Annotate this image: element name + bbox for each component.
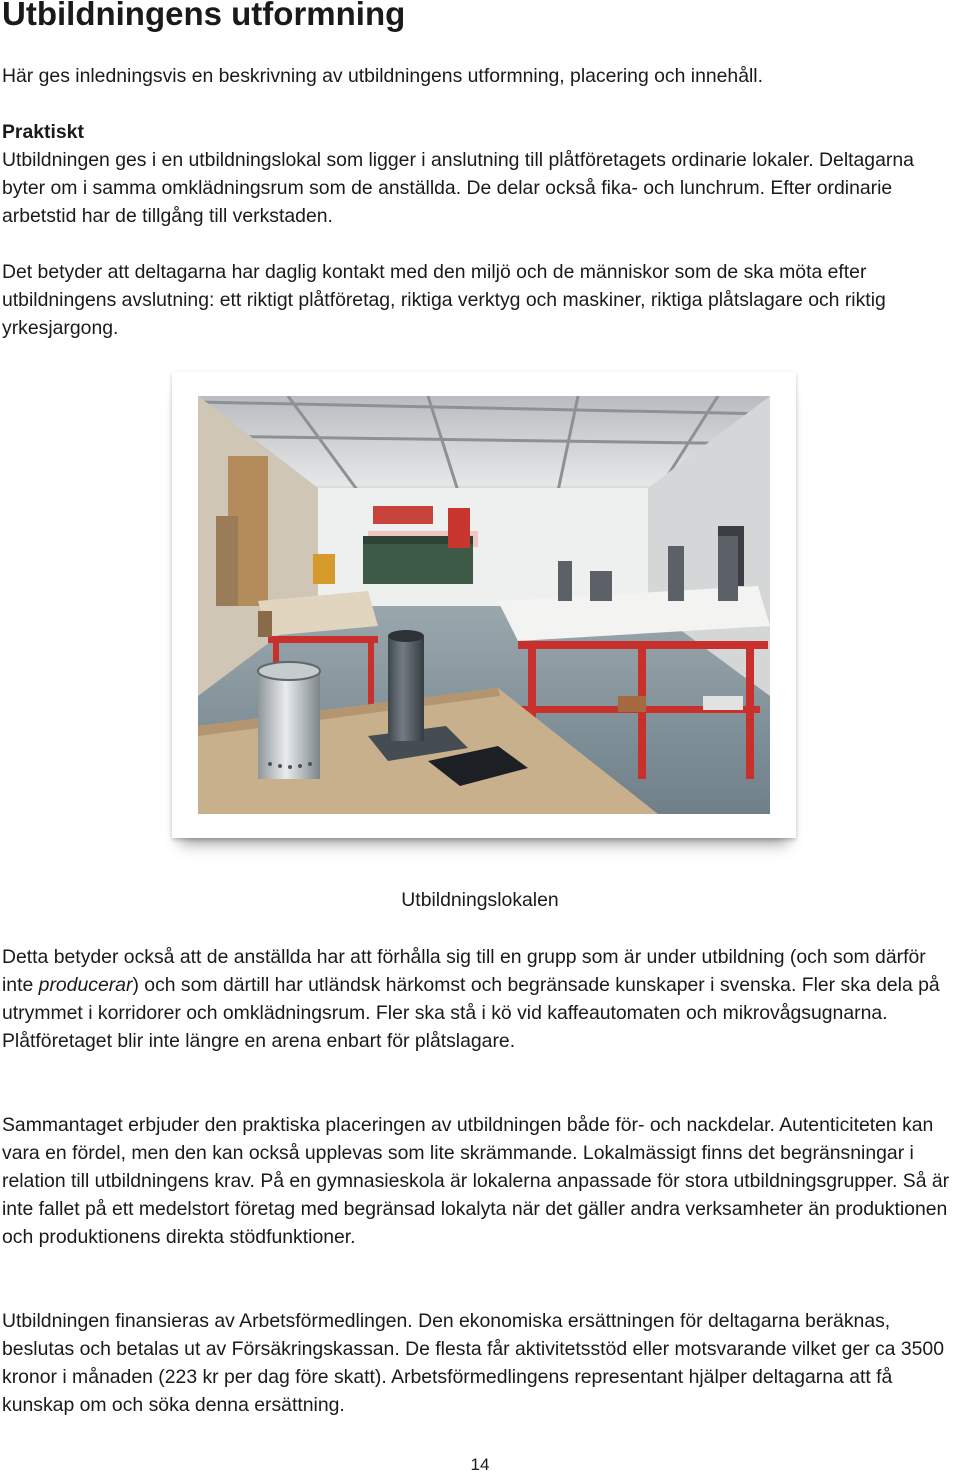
employees-paragraph [2, 943, 958, 1055]
employees-text-before: Detta betyder också att de anställda har att förhålla sig till en grupp som är under utbildning (och som därför inte [2, 946, 926, 996]
summary-paragraph: Sammantaget erbjuder den praktiska placeringen av utbildningen både för- och nackdelar. Autenticiteten kan vara en fördel, men den kan också upplevas som lite skrämmande. Lokalmässigt finns det begränsningar i relation till utbildningens krav. På en gymnasieskola är lokalerna anpassade för stora utbildningsgrupper. Så är inte fallet på ett medelstort företag med begränsad lokalyta när det gäller andra verksamheter än produktionen och produktionens direkta stödfunktioner. [2, 1114, 950, 1248]
funding-paragraph: Utbildningen finansieras av Arbetsförmedlingen. Den ekonomiska ersättningen för deltagarna beräknas, beslutas och betalas ut av Försäkringskassan. De flesta får aktivitetsstöd eller motsvarande vilket ger ca 3500 kronor i månaden (223 kr per dag före skatt). Arbetsförmedlingens representant hjälper deltagarna att få kunskap om och söka denna ersättning. [2, 1310, 944, 1416]
workshop-photo-frame [172, 372, 796, 838]
contact-paragraph: Det betyder att deltagarna har daglig kontakt med den miljö och de människor som de ska möta efter utbildningens avslutning: ett riktigt plåtföretag, riktiga verktyg och maskiner, riktiga plåtslagare och riktig yrkesjargong. [2, 261, 886, 339]
practical-section [2, 118, 958, 230]
photo-caption: Utbildningslokalen [401, 889, 559, 911]
intro-paragraph: Här ges inledningsvis en beskrivning av utbildningens utformning, placering och innehåll. [2, 65, 763, 87]
practical-heading: Praktiskt [2, 121, 84, 143]
workshop-photo-icon [198, 396, 770, 814]
practical-text: Utbildningen ges i en utbildningslokal som ligger i anslutning till plåtföretagets ordinarie lokaler. Deltagarna byter om i samma omklädningsrum som de anställda. De delar också fika- och lunchrum. Efter ordinarie arbetstid har de tillgång till verkstaden. [2, 149, 914, 227]
employees-emphasis: producerar [38, 974, 133, 996]
page-number: 14 [470, 1455, 490, 1474]
page-title: Utbildningens utformning [2, 0, 406, 32]
employees-text-after: ) och som därtill har utländsk härkomst och begränsade kunskaper i svenska. Fler ska dela på utrymmet i korridorer och omklädningsrum. Fler ska stå i kö vid kaffeautomaten och mikrovågsugnarna. Plåtföretaget blir inte längre en arena enbart för plåtslagare. [2, 974, 940, 1052]
